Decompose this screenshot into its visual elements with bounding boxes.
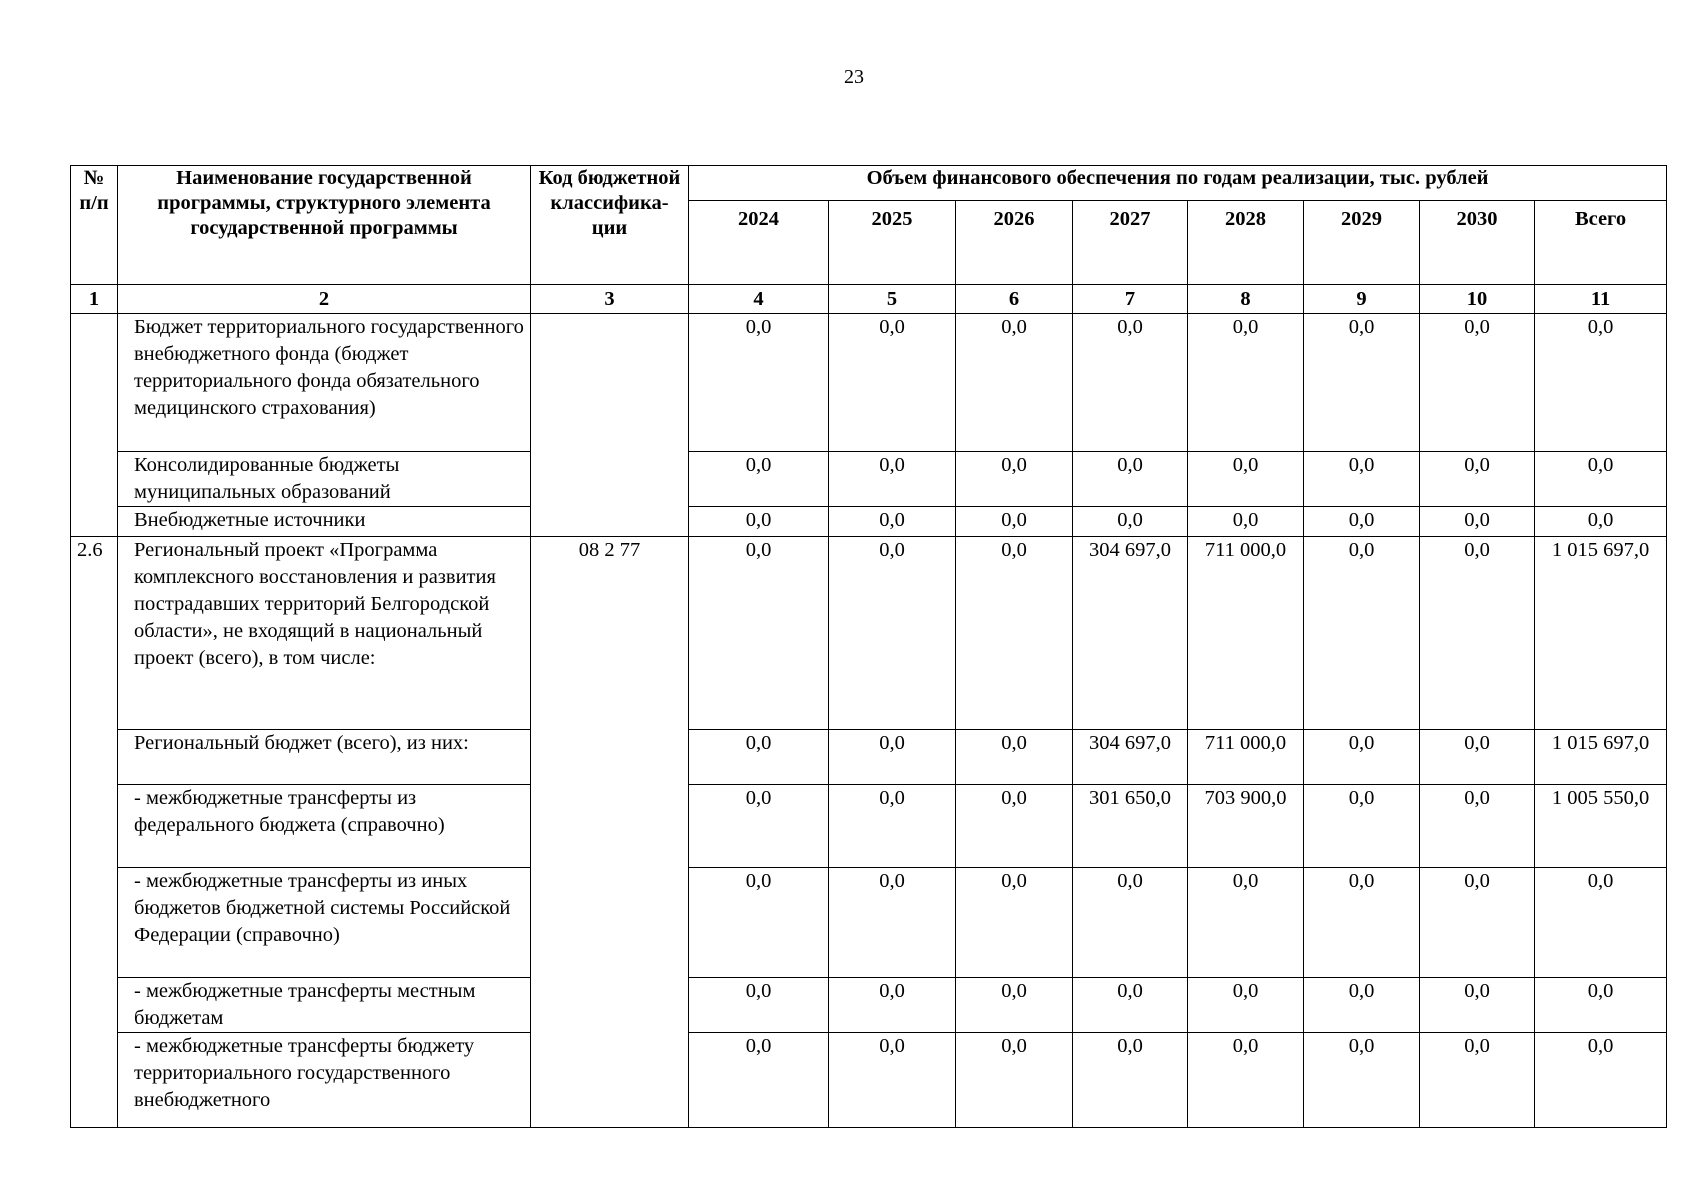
financing-table	[70, 165, 1667, 1128]
value-cell: 0,0	[689, 730, 829, 785]
header-year: 2024	[689, 201, 829, 285]
value-cell: 703 900,0	[1188, 785, 1304, 868]
row-name: Региональный проект «Программа комплексного восстановления и развития пострадавших территорий Белгородской области», не входящий в национальный проект (всего), в том числе:	[118, 537, 531, 730]
column-numbers-row	[71, 285, 1667, 314]
value-cell: 0,0	[1188, 452, 1304, 507]
value-cell: 0,0	[956, 868, 1073, 978]
header-col-code: Код бюджетной классифика-ции	[531, 166, 689, 285]
value-cell: 0,0	[1535, 978, 1667, 1033]
table-row	[71, 730, 1667, 785]
value-cell: 0,0	[1420, 978, 1535, 1033]
value-cell: 0,0	[689, 785, 829, 868]
value-cell: 0,0	[1420, 314, 1535, 452]
column-number: 11	[1535, 285, 1667, 314]
value-cell: 0,0	[689, 537, 829, 730]
column-number: 5	[829, 285, 956, 314]
value-cell: 0,0	[1073, 314, 1188, 452]
value-cell: 0,0	[689, 868, 829, 978]
value-cell: 1 015 697,0	[1535, 730, 1667, 785]
value-cell: 0,0	[956, 785, 1073, 868]
value-cell: 0,0	[1420, 1033, 1535, 1128]
column-number: 9	[1304, 285, 1420, 314]
row-name: Консолидированные бюджеты муниципальных образований	[118, 452, 531, 507]
row-name: - межбюджетные трансферты из иных бюджетов бюджетной системы Российской Федерации (справочно)	[118, 868, 531, 978]
row-index	[71, 314, 118, 537]
value-cell: 0,0	[1304, 537, 1420, 730]
column-number: 3	[531, 285, 689, 314]
value-cell: 301 650,0	[1073, 785, 1188, 868]
value-cell: 0,0	[1420, 452, 1535, 507]
value-cell: 0,0	[956, 537, 1073, 730]
value-cell: 0,0	[1304, 507, 1420, 537]
header-row-1	[71, 166, 1667, 201]
value-cell: 1 005 550,0	[1535, 785, 1667, 868]
table-row	[71, 868, 1667, 978]
value-cell: 711 000,0	[1188, 730, 1304, 785]
value-cell: 0,0	[1073, 868, 1188, 978]
header-total: Всего	[1535, 201, 1667, 285]
value-cell: 0,0	[829, 314, 956, 452]
column-number: 7	[1073, 285, 1188, 314]
value-cell: 0,0	[829, 868, 956, 978]
header-year: 2030	[1420, 201, 1535, 285]
value-cell: 0,0	[829, 978, 956, 1033]
value-cell: 0,0	[689, 314, 829, 452]
value-cell: 0,0	[1420, 537, 1535, 730]
value-cell: 0,0	[1535, 452, 1667, 507]
value-cell: 0,0	[1535, 314, 1667, 452]
header-group-financing: Объем финансового обеспечения по годам реализации, тыс. рублей	[689, 166, 1667, 201]
header-year: 2029	[1304, 201, 1420, 285]
value-cell: 0,0	[1073, 507, 1188, 537]
column-number: 10	[1420, 285, 1535, 314]
value-cell: 0,0	[1304, 1033, 1420, 1128]
value-cell: 0,0	[689, 507, 829, 537]
value-cell: 0,0	[1304, 785, 1420, 868]
value-cell: 0,0	[1188, 978, 1304, 1033]
value-cell: 0,0	[1304, 978, 1420, 1033]
header-col-no: № п/п	[71, 166, 118, 285]
value-cell: 0,0	[1073, 978, 1188, 1033]
value-cell: 0,0	[1304, 868, 1420, 978]
value-cell: 711 000,0	[1188, 537, 1304, 730]
table-row	[71, 507, 1667, 537]
column-number: 8	[1188, 285, 1304, 314]
value-cell: 0,0	[956, 314, 1073, 452]
value-cell: 0,0	[1420, 785, 1535, 868]
header-year: 2027	[1073, 201, 1188, 285]
column-number: 2	[118, 285, 531, 314]
value-cell: 0,0	[1420, 868, 1535, 978]
row-name: Внебюджетные источники	[118, 507, 531, 537]
column-number: 1	[71, 285, 118, 314]
row-name: Бюджет территориального государственного внебюджетного фонда (бюджет территориального фонда обязательного медицинского страхования)	[118, 314, 531, 452]
value-cell: 0,0	[1188, 868, 1304, 978]
value-cell: 0,0	[829, 507, 956, 537]
value-cell: 0,0	[1420, 507, 1535, 537]
value-cell: 0,0	[829, 785, 956, 868]
value-cell: 0,0	[1535, 868, 1667, 978]
value-cell: 0,0	[1188, 314, 1304, 452]
value-cell: 0,0	[689, 452, 829, 507]
table-row	[71, 537, 1667, 730]
header-year: 2026	[956, 201, 1073, 285]
value-cell: 0,0	[1073, 1033, 1188, 1128]
table-row	[71, 452, 1667, 507]
row-budget-code: 08 2 77	[531, 537, 689, 1128]
table-row	[71, 1033, 1667, 1128]
value-cell: 0,0	[956, 452, 1073, 507]
value-cell: 0,0	[1188, 1033, 1304, 1128]
column-number: 4	[689, 285, 829, 314]
value-cell: 0,0	[1304, 730, 1420, 785]
value-cell: 0,0	[1188, 507, 1304, 537]
header-year: 2028	[1188, 201, 1304, 285]
value-cell: 0,0	[956, 978, 1073, 1033]
value-cell: 0,0	[1535, 507, 1667, 537]
value-cell: 1 015 697,0	[1535, 537, 1667, 730]
value-cell: 0,0	[829, 452, 956, 507]
row-name: Региональный бюджет (всего), из них:	[118, 730, 531, 785]
value-cell: 0,0	[1420, 730, 1535, 785]
value-cell: 0,0	[956, 507, 1073, 537]
header-year: 2025	[829, 201, 956, 285]
table-row	[71, 314, 1667, 452]
value-cell: 0,0	[1304, 452, 1420, 507]
value-cell: 0,0	[689, 978, 829, 1033]
value-cell: 0,0	[829, 730, 956, 785]
value-cell: 0,0	[956, 1033, 1073, 1128]
value-cell: 304 697,0	[1073, 730, 1188, 785]
value-cell: 0,0	[689, 1033, 829, 1128]
value-cell: 0,0	[1535, 1033, 1667, 1128]
value-cell: 0,0	[829, 1033, 956, 1128]
table-row	[71, 785, 1667, 868]
table-row	[71, 978, 1667, 1033]
row-name: - межбюджетные трансферты из федерального бюджета (справочно)	[118, 785, 531, 868]
value-cell: 0,0	[956, 730, 1073, 785]
row-name: - межбюджетные трансферты бюджету территориального государственного внебюджетного	[118, 1033, 531, 1128]
header-col-name: Наименование государственной программы, структурного элемента государственной программы	[118, 166, 531, 285]
value-cell: 0,0	[1304, 314, 1420, 452]
row-index: 2.6	[71, 537, 118, 1128]
value-cell: 304 697,0	[1073, 537, 1188, 730]
value-cell: 0,0	[829, 537, 956, 730]
row-budget-code	[531, 314, 689, 537]
column-number: 6	[956, 285, 1073, 314]
row-name: - межбюджетные трансферты местным бюджетам	[118, 978, 531, 1033]
page-number: 23	[844, 66, 864, 88]
value-cell: 0,0	[1073, 452, 1188, 507]
